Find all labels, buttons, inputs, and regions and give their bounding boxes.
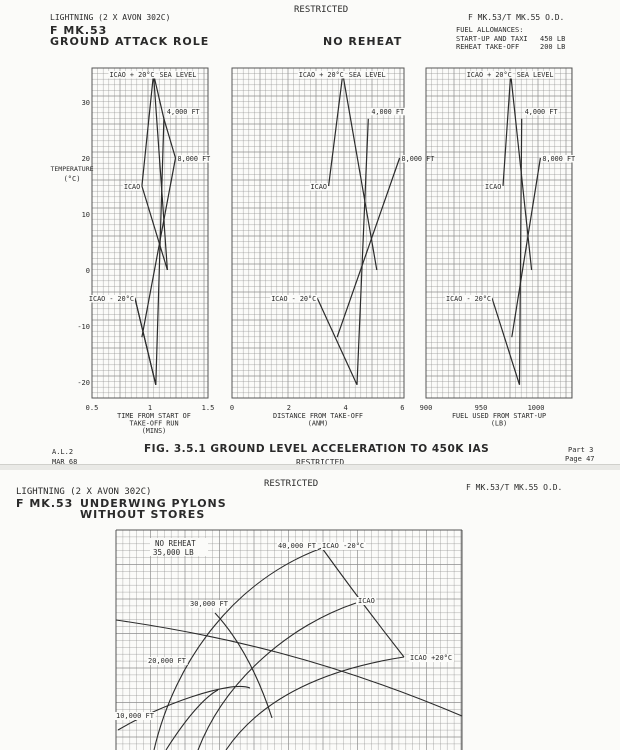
plot-frame bbox=[92, 68, 208, 398]
footer-page: Page 47 bbox=[565, 455, 595, 463]
x-tick-label: 1.5 bbox=[201, 404, 215, 412]
engine-label: LIGHTNING (2 X AVON 302C) bbox=[50, 13, 171, 22]
x-tick-label: 1 bbox=[147, 404, 153, 412]
curve-annotation: 8,000 FT bbox=[177, 155, 211, 163]
x-tick-label: 2 bbox=[286, 404, 291, 412]
x-axis-label: TIME FROM START OF bbox=[117, 412, 191, 420]
y-axis-unit: (°C) bbox=[63, 175, 81, 183]
y-tick-label: 10 bbox=[81, 211, 90, 219]
mark-label: F MK.53 bbox=[50, 24, 108, 37]
x-tick-label: 6 bbox=[400, 404, 405, 412]
x-axis-label: (ANM) bbox=[307, 419, 329, 428]
x-tick-label: 0.5 bbox=[85, 404, 99, 412]
y-axis-label: TEMPERATURE bbox=[50, 165, 94, 173]
temperature-chart-3 bbox=[420, 68, 577, 428]
restricted-bottom-label: RESTRICTED bbox=[296, 459, 345, 464]
x-axis-label: TAKE-OFF RUN bbox=[129, 419, 179, 428]
altitude-chart bbox=[115, 530, 462, 750]
curve-annotation: ICAO - 20°C bbox=[88, 295, 134, 303]
curve-annotation: ICAO bbox=[123, 183, 141, 191]
x-axis-label: (MINS) bbox=[141, 427, 167, 435]
series-line-sea-level bbox=[142, 74, 168, 270]
curve-annotation: 8,000 FT bbox=[401, 155, 435, 163]
curve-annotation: ICAO +20°C bbox=[410, 654, 453, 662]
mark-label-2: F MK.53 bbox=[16, 497, 74, 510]
page2-title-line2: WITHOUT STORES bbox=[80, 508, 206, 521]
x-axis-label: FUEL USED FROM START-UP bbox=[451, 412, 547, 420]
doc-ref: F MK.53/T MK.55 O.D. bbox=[468, 13, 565, 22]
curve-annotation: 4,000 FT bbox=[524, 107, 558, 116]
restricted-top-label-2: RESTRICTED bbox=[264, 479, 319, 489]
footer-part: Part 3 bbox=[568, 446, 594, 454]
condition-line-2: 35,000 LB bbox=[153, 548, 194, 557]
condition-line-1: NO REHEAT bbox=[155, 539, 196, 548]
series-line-icao bbox=[142, 186, 168, 270]
curve-annotation: SEA LEVEL bbox=[516, 71, 554, 79]
curve-annotation: ICAO + 20°C bbox=[109, 71, 155, 79]
curve-annotation: ICAO -20°C bbox=[322, 542, 365, 550]
altitude-curve bbox=[198, 603, 356, 750]
series-line-8-000-ft bbox=[337, 158, 400, 337]
y-tick-label: -10 bbox=[77, 323, 90, 331]
curve-annotation: ICAO bbox=[310, 183, 327, 191]
fuel-allowance-value: 450 LB bbox=[540, 35, 566, 43]
footer-amendment: A.L.2 bbox=[52, 448, 74, 456]
curve-annotation: ICAO - 20°C bbox=[271, 295, 317, 303]
curve-annotation: ICAO bbox=[358, 597, 375, 605]
fuel-allowance-label: REHEAT TAKE-OFF bbox=[456, 43, 520, 51]
series-line-icao-20-c bbox=[135, 298, 156, 385]
x-tick-label: 4 bbox=[343, 404, 348, 412]
curve-annotation: 30,000 FT bbox=[190, 600, 228, 608]
x-tick-label: 1000 bbox=[527, 404, 545, 412]
x-tick-label: 0 bbox=[229, 404, 235, 412]
y-tick-label: -20 bbox=[77, 379, 90, 387]
curve-annotation: ICAO bbox=[485, 183, 502, 191]
doc-ref-2: F MK.53/T MK.55 O.D. bbox=[466, 483, 563, 492]
reheat-title: NO REHEAT bbox=[323, 35, 403, 48]
series-line-sea-level bbox=[329, 74, 377, 270]
series-line-8-000-ft bbox=[512, 158, 541, 337]
curve-annotation: 10,000 FT bbox=[116, 712, 154, 720]
curve-annotation: SEA LEVEL bbox=[159, 71, 197, 79]
curve-annotation: SEA LEVEL bbox=[348, 71, 386, 79]
x-tick-label: 950 bbox=[474, 404, 488, 412]
curve-annotation: 20,000 FT bbox=[148, 657, 186, 665]
x-axis-label: (LB) bbox=[490, 419, 508, 428]
temperature-chart-1 bbox=[50, 68, 214, 435]
temperature-chart-2 bbox=[230, 68, 435, 428]
x-axis-label: DISTANCE FROM TAKE-OFF bbox=[272, 412, 364, 420]
plot-frame bbox=[426, 68, 572, 398]
restricted-top-label: RESTRICTED bbox=[294, 5, 349, 15]
fuel-allowance-label: START-UP AND TAXI bbox=[456, 35, 528, 43]
y-tick-label: 20 bbox=[81, 155, 90, 163]
curve-annotation: ICAO + 20°C bbox=[298, 71, 344, 79]
y-tick-label: 0 bbox=[85, 267, 90, 275]
footer-date: MAR 68 bbox=[52, 459, 78, 464]
plot-frame bbox=[232, 68, 404, 398]
curve-annotation: 40,000 FT bbox=[278, 542, 316, 550]
curve-annotation: 4,000 FT bbox=[371, 107, 405, 116]
page2-title-line1: UNDERWING PYLONS bbox=[80, 497, 227, 510]
role-title: GROUND ATTACK ROLE bbox=[50, 35, 210, 48]
altitude-curve bbox=[226, 657, 404, 750]
curve-annotation: 4,000 FT bbox=[166, 107, 200, 116]
y-tick-label: 30 bbox=[81, 99, 90, 107]
x-tick-label: 900 bbox=[419, 404, 433, 412]
fuel-allowance-value: 200 LB bbox=[540, 43, 566, 51]
figure-title: FIG. 3.5.1 GROUND LEVEL ACCELERATION TO 450K IAS bbox=[144, 443, 490, 455]
curve-annotation: ICAO + 20°C bbox=[466, 71, 512, 79]
engine-label-2: LIGHTNING (2 X AVON 302C) bbox=[16, 487, 152, 497]
fuel-allowances-title: FUEL ALLOWANCES: bbox=[456, 26, 524, 34]
curve-annotation: 8,000 FT bbox=[542, 155, 576, 163]
curve-annotation: ICAO - 20°C bbox=[446, 295, 492, 303]
series-line-4-000-ft bbox=[492, 119, 522, 385]
